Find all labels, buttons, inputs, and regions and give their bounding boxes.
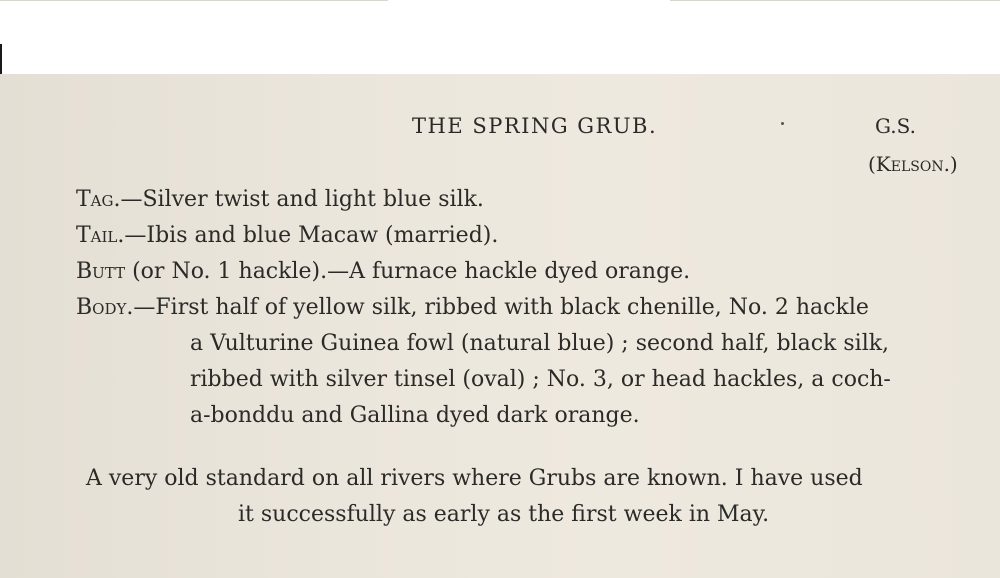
body-continuation-line: ribbed with silver tinsel (oval) ; No. 3, or head hackles, a coch- [190, 367, 891, 392]
note-line: A very old standard on all rivers where Grubs are known. I have used [86, 466, 863, 491]
class-code: G.S. [875, 114, 916, 138]
entry-body [76, 290, 869, 326]
body-continuation-line: a Vulturine Guinea fowl (natural blue) ; second half, black silk, [190, 331, 890, 356]
entry-label: Butt [76, 259, 126, 284]
book-page [0, 74, 1000, 578]
attribution: (Kelson.) [868, 152, 958, 176]
entry-label: Tail. [76, 223, 125, 248]
entry-text: —Silver twist and light blue silk. [120, 187, 484, 212]
entry-tag [76, 182, 484, 218]
entry-text: —Ibis and blue Macaw (married). [124, 223, 499, 248]
entry-label: Tag. [76, 187, 121, 212]
entry-butt [76, 254, 690, 290]
top-divider-right [670, 0, 1000, 1]
fly-title: THE SPRING GRUB. [412, 114, 658, 138]
body-continuation-line: a-bonddu and Gallina dyed dark orange. [190, 403, 640, 428]
printer-dot [781, 122, 784, 125]
top-divider-left [0, 0, 388, 1]
page-edge-mark [0, 44, 2, 74]
note-line: it successfully as early as the first week in May. [238, 502, 770, 527]
entry-text: —First half of yellow silk, ribbed with black chenille, No. 2 hackle [133, 295, 869, 320]
entry-tail [76, 218, 498, 254]
entry-label: Body. [76, 295, 134, 320]
entry-text: (or No. 1 hackle).—A furnace hackle dyed orange. [125, 259, 691, 284]
